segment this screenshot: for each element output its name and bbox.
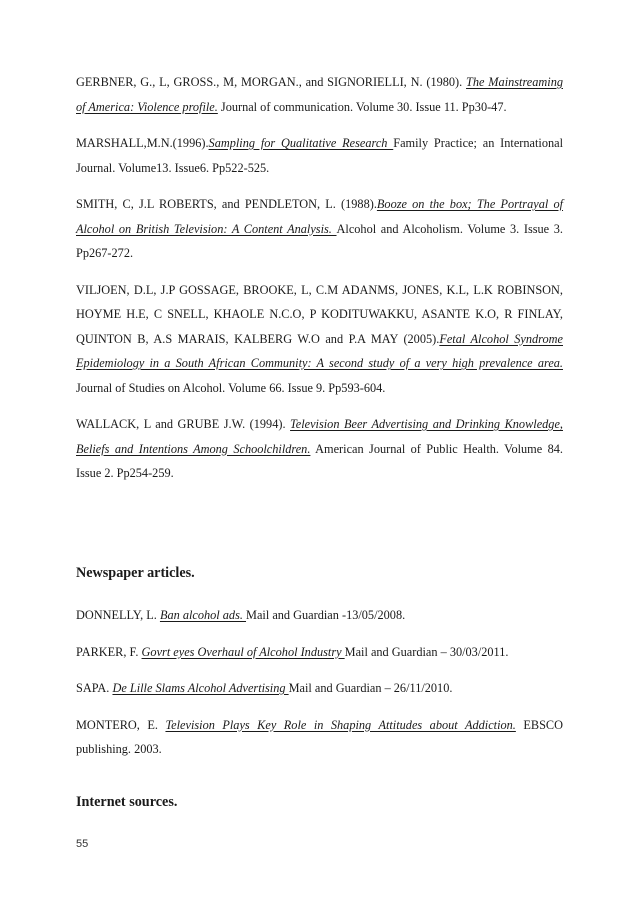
reference-title: Fetal Alcohol Syndrome Epidemiology in a South African Community: A second study of a very high prevalence area. — [76, 331, 563, 370]
reference-title: Television Beer Advertising and Drinking Knowledge, Beliefs and Intentions Among Schoolchildren. — [76, 417, 563, 456]
newspaper-entry — [76, 603, 563, 628]
reference-source: Alcohol and Alcoholism. Volume 3. Issue 3. Pp267-272. — [76, 221, 563, 260]
reference-authors: VILJOEN, D.L, J.P GOSSAGE, BROOKE, L, C.M ADANMS, JONES, K.L, L.K ROBINSON, HOYME H.E, C SNELL, KHAOLE N.C.O, P KODITUWAKKU, ASANTE K.O, R FINLAY, QUINTON B, A.S MARAIS, KALBERG W.O and P.A MAY (2005). — [76, 282, 563, 346]
reference-source: American Journal of Public Health. Volume 84. Issue 2. Pp254-259. — [76, 441, 563, 480]
article-author: SAPA. — [76, 681, 113, 695]
newspaper-articles-list — [76, 603, 563, 774]
article-source: Mail and Guardian – 26/11/2010. — [288, 681, 453, 695]
internet-sources-heading: Internet sources. — [76, 794, 178, 810]
reference-entry — [76, 70, 563, 119]
reference-source: Family Practice; an International Journal. Volume13. Issue6. Pp522-525. — [76, 136, 563, 175]
reference-authors: SMITH, C, J.L ROBERTS, and PENDLETON, L. (1988). — [76, 197, 377, 211]
reference-title: Booze on the box; The Portrayal of Alcohol on British Television: A Content Analysis. — [76, 197, 564, 236]
reference-authors: MARSHALL,M.N.(1996). — [76, 136, 209, 150]
reference-title: Sampling for Qualitative Research — [208, 136, 394, 150]
article-title: Ban alcohol ads. — [159, 608, 247, 622]
reference-entry — [76, 278, 563, 401]
reference-source: Journal of communication. Volume 30. Issue 11. Pp30-47. — [217, 99, 507, 114]
article-source: EBSCO publishing. 2003. — [76, 717, 563, 756]
newspaper-entry — [76, 676, 563, 701]
article-author: PARKER, F. — [76, 644, 142, 659]
newspaper-entry — [76, 640, 563, 665]
reference-source: Journal of Studies on Alcohol. Volume 66. Issue 9. Pp593-604. — [76, 380, 386, 395]
newspaper-articles-heading: Newspaper articles. — [76, 565, 195, 581]
reference-authors: WALLACK, L and GRUBE J.W. (1994). — [76, 417, 291, 431]
reference-entry — [76, 412, 563, 486]
article-title: Television Plays Key Role in Shaping Attitudes about Addiction. — [165, 717, 516, 732]
article-author: DONNELLY, L. — [76, 608, 160, 622]
reference-entry — [76, 131, 563, 180]
references-list — [76, 70, 563, 498]
article-author: MONTERO, E. — [76, 717, 166, 732]
article-title: Govrt eyes Overhaul of Alcohol Industry — [141, 644, 345, 659]
page-number: 55 — [76, 838, 89, 850]
article-source: Mail and Guardian – 30/03/2011. — [344, 644, 509, 659]
newspaper-entry — [76, 713, 563, 762]
reference-entry — [76, 192, 563, 266]
article-title: De Lille Slams Alcohol Advertising — [112, 681, 289, 695]
reference-title: The Mainstreaming of America: Violence profile. — [76, 75, 563, 114]
article-source: Mail and Guardian -13/05/2008. — [246, 608, 406, 622]
reference-authors: GERBNER, G., L, GROSS., M, MORGAN., and SIGNORIELLI, N. (1980). — [76, 75, 467, 89]
